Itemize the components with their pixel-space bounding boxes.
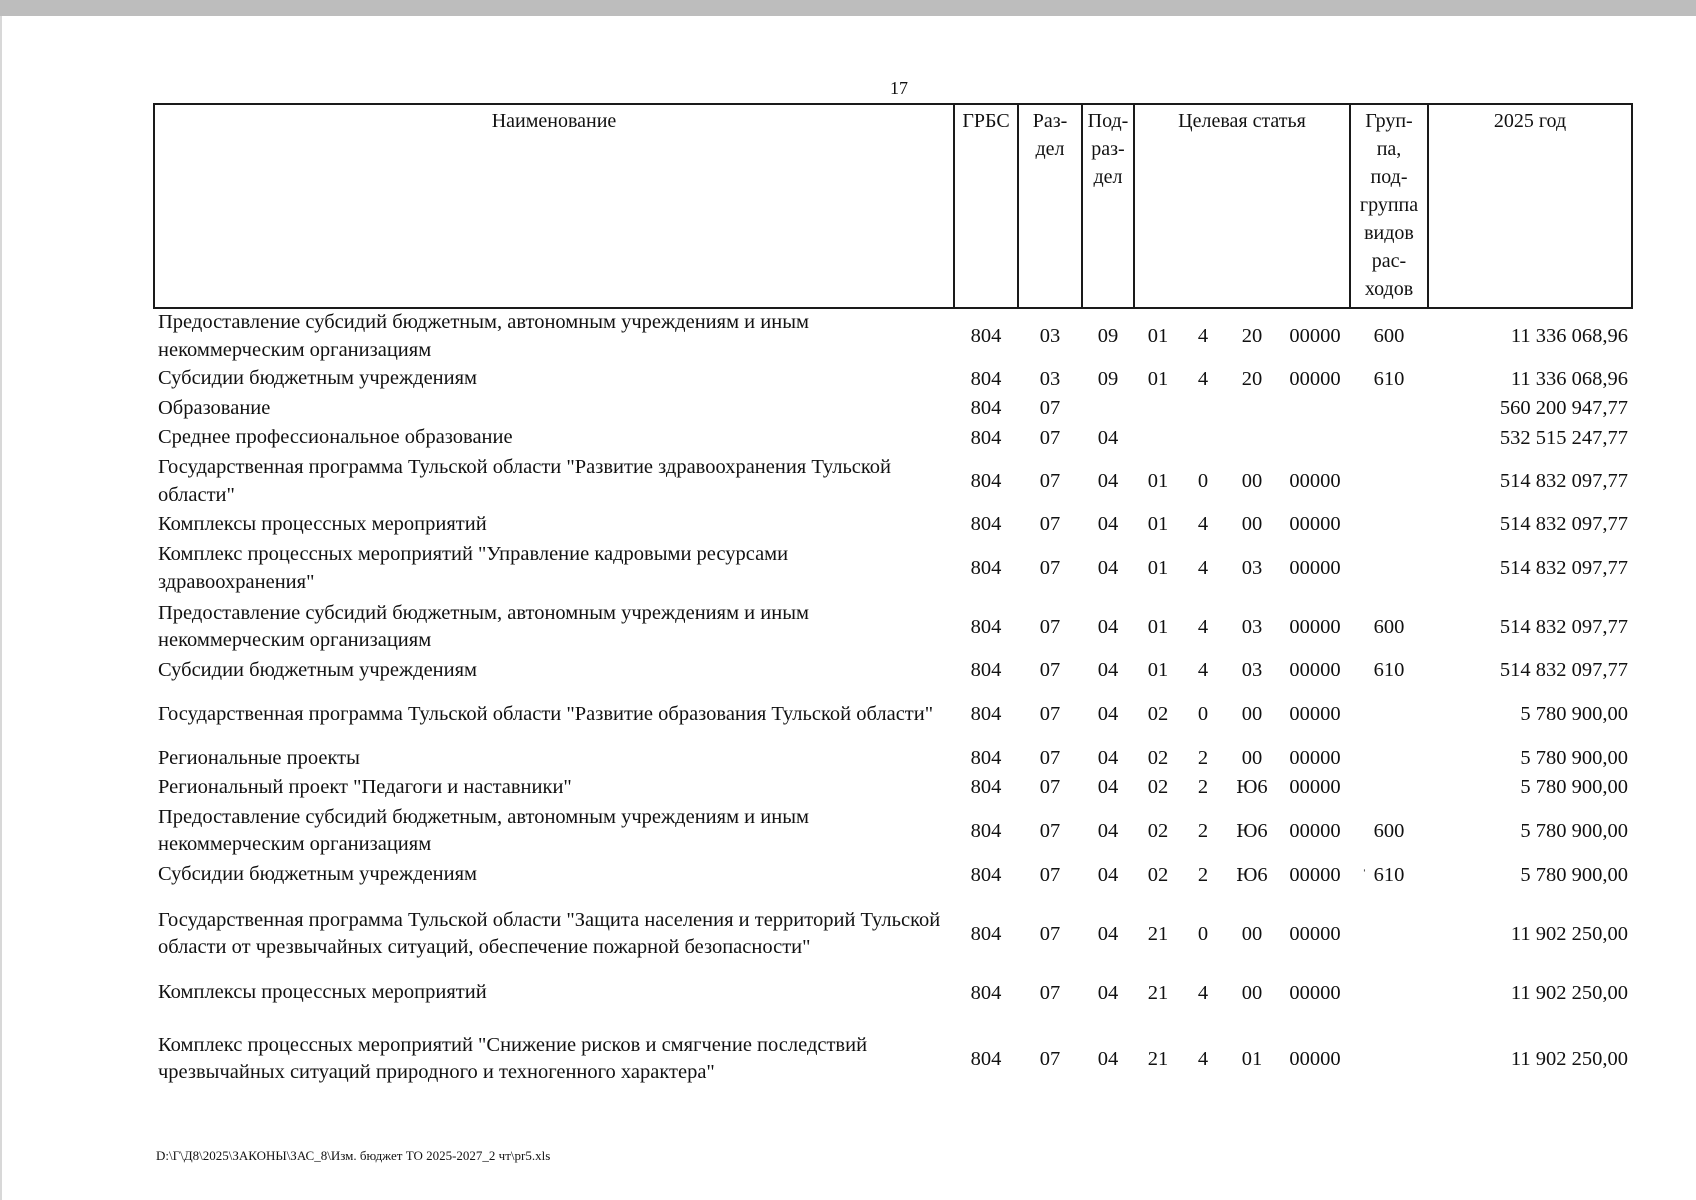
row-razdel: 07 bbox=[1039, 397, 1061, 419]
table-row bbox=[154, 423, 1632, 453]
row-name: Образование bbox=[158, 396, 271, 419]
table-row bbox=[154, 1008, 1632, 1088]
row-podrazdel: 04 bbox=[1097, 819, 1119, 842]
row-grbs: 804 bbox=[970, 325, 1002, 347]
target-article-part: 20 bbox=[1241, 325, 1263, 347]
target-article-part: Ю6 bbox=[1236, 863, 1268, 886]
row-amount: 514 832 097,77 bbox=[1499, 513, 1628, 535]
page-number: 17 bbox=[890, 78, 908, 98]
target-article-part: 00000 bbox=[1289, 557, 1341, 579]
row-amount: 11 336 068,96 bbox=[1510, 367, 1628, 390]
row-amount: 11 902 250,00 bbox=[1510, 981, 1628, 1004]
row-expense-group bbox=[1350, 978, 1428, 1008]
header-name: Наименование bbox=[154, 104, 954, 308]
row-amount: 514 832 097,77 bbox=[1499, 470, 1628, 492]
target-article-part: 0 bbox=[1197, 703, 1209, 725]
row-razdel: 07 bbox=[1039, 1047, 1061, 1070]
row-razdel: 07 bbox=[1039, 513, 1061, 535]
row-podrazdel: 04 bbox=[1097, 470, 1119, 492]
row-expense-group bbox=[1350, 453, 1428, 510]
target-article-part: 00000 bbox=[1289, 1047, 1341, 1070]
target-article-part: 20 bbox=[1241, 367, 1263, 390]
target-article-part: 0 bbox=[1197, 922, 1209, 945]
target-article-part: 4 bbox=[1197, 659, 1209, 681]
row-expense-group: 600 bbox=[1373, 819, 1405, 842]
row-expense-group: 600 bbox=[1373, 615, 1405, 638]
target-article-part: 00 bbox=[1241, 470, 1263, 492]
row-grbs: 804 bbox=[970, 747, 1002, 769]
target-article-part: 00 bbox=[1241, 922, 1263, 945]
row-podrazdel: 09 bbox=[1097, 367, 1119, 390]
row-target-article bbox=[1134, 394, 1350, 423]
header-grbs: ГРБС bbox=[954, 104, 1018, 308]
target-article-part: 01 bbox=[1147, 325, 1169, 347]
table-row bbox=[154, 539, 1632, 598]
row-amount: 514 832 097,77 bbox=[1499, 557, 1628, 579]
target-article-part: 02 bbox=[1147, 747, 1169, 769]
target-article-part: 2 bbox=[1197, 776, 1209, 798]
row-target-article bbox=[1134, 539, 1350, 598]
header-podrazdel: Под- раз- дел bbox=[1082, 104, 1134, 308]
table-row bbox=[154, 773, 1632, 802]
target-article-part: 01 bbox=[1147, 557, 1169, 579]
row-razdel: 07 bbox=[1039, 747, 1061, 769]
target-article-part: 4 bbox=[1197, 557, 1209, 579]
table-row bbox=[154, 453, 1632, 510]
table-row bbox=[154, 802, 1632, 860]
row-target-article bbox=[1134, 978, 1350, 1008]
row-razdel: 07 bbox=[1039, 426, 1061, 449]
target-article-part: 01 bbox=[1147, 615, 1169, 638]
row-name: Комплексы процессных мероприятий bbox=[158, 512, 487, 535]
row-grbs: 804 bbox=[970, 1047, 1002, 1070]
row-grbs: 804 bbox=[970, 659, 1002, 681]
row-grbs: 804 bbox=[970, 513, 1002, 535]
target-article-part: Ю6 bbox=[1236, 819, 1268, 842]
row-grbs: 804 bbox=[970, 557, 1002, 579]
row-expense-group: 610 bbox=[1373, 659, 1405, 681]
row-expense-group bbox=[1350, 510, 1428, 539]
target-article-part: 00000 bbox=[1289, 703, 1341, 725]
row-grbs: 804 bbox=[970, 776, 1002, 798]
row-amount: 532 515 247,77 bbox=[1499, 426, 1628, 449]
row-expense-group bbox=[1350, 394, 1428, 423]
target-article-part: 00000 bbox=[1289, 776, 1341, 798]
target-article-part: 21 bbox=[1147, 922, 1169, 945]
target-article-part: 01 bbox=[1147, 470, 1169, 492]
target-article-part: 00 bbox=[1241, 513, 1263, 535]
table-header-row bbox=[154, 104, 1632, 308]
target-article-part: 4 bbox=[1197, 367, 1209, 390]
row-name: Предоставление субсидий бюджетным, автономным учреждениям и иным некоммерческим организациям bbox=[158, 805, 809, 855]
row-name: Субсидии бюджетным учреждениям bbox=[158, 863, 478, 886]
row-razdel: 07 bbox=[1039, 615, 1061, 638]
row-name: Комплекс процессных мероприятий "Управление кадровыми ресурсами здравоохранения" bbox=[158, 543, 789, 593]
target-article-part: 00 bbox=[1241, 703, 1263, 725]
header-target-article: Целевая статья bbox=[1134, 104, 1350, 308]
table-row bbox=[154, 978, 1632, 1008]
row-podrazdel: 04 bbox=[1097, 703, 1119, 725]
table-row bbox=[154, 598, 1632, 656]
row-grbs: 804 bbox=[970, 470, 1002, 492]
row-target-article bbox=[1134, 860, 1350, 890]
row-amount: 514 832 097,77 bbox=[1499, 659, 1628, 681]
row-razdel: 07 bbox=[1039, 659, 1061, 681]
row-name: Субсидии бюджетным учреждениям bbox=[158, 658, 478, 681]
target-article-part: 01 bbox=[1147, 659, 1169, 681]
table-row bbox=[154, 890, 1632, 978]
row-expense-group bbox=[1350, 890, 1428, 978]
target-article-part: 00000 bbox=[1289, 819, 1341, 842]
row-podrazdel: 04 bbox=[1097, 1047, 1119, 1070]
row-amount: 11 902 250,00 bbox=[1510, 922, 1628, 945]
table-row bbox=[154, 685, 1632, 744]
row-expense-group bbox=[1350, 685, 1428, 744]
target-article-part: 02 bbox=[1147, 703, 1169, 725]
budget-table bbox=[153, 103, 1633, 1088]
row-podrazdel: 04 bbox=[1097, 863, 1119, 886]
target-article-part: 4 bbox=[1197, 981, 1209, 1004]
row-razdel: 07 bbox=[1039, 981, 1061, 1004]
row-amount: 5 780 900,00 bbox=[1520, 819, 1628, 842]
row-podrazdel: 04 bbox=[1097, 513, 1119, 535]
target-article-part: 4 bbox=[1197, 513, 1209, 535]
scan-mark: ˈ bbox=[1362, 868, 1367, 883]
row-grbs: 804 bbox=[970, 615, 1002, 638]
target-article-part: 03 bbox=[1241, 557, 1263, 579]
row-target-article bbox=[1134, 656, 1350, 685]
row-name: Региональный проект "Педагоги и наставники" bbox=[158, 775, 572, 798]
row-target-article bbox=[1134, 685, 1350, 744]
row-razdel: 07 bbox=[1039, 703, 1061, 725]
row-podrazdel: 04 bbox=[1097, 426, 1119, 449]
row-amount: 514 832 097,77 bbox=[1499, 615, 1628, 638]
table-body bbox=[154, 308, 1632, 1088]
row-name: Государственная программа Тульской области "Развитие здравоохранения Тульской области" bbox=[158, 456, 892, 506]
row-razdel: 07 bbox=[1039, 922, 1061, 945]
table-row bbox=[154, 394, 1632, 423]
row-target-article bbox=[1134, 598, 1350, 656]
target-article-part: 00000 bbox=[1289, 615, 1341, 638]
row-expense-group bbox=[1350, 744, 1428, 773]
scan-top-band bbox=[0, 0, 1696, 16]
row-name: Региональные проекты bbox=[158, 746, 360, 769]
row-grbs: 804 bbox=[970, 426, 1002, 449]
target-article-part: 0 bbox=[1197, 470, 1209, 492]
row-target-article bbox=[1134, 802, 1350, 860]
table-row bbox=[154, 308, 1632, 364]
row-razdel: 07 bbox=[1039, 776, 1061, 798]
row-amount: 5 780 900,00 bbox=[1520, 863, 1628, 886]
target-article-part: 02 bbox=[1147, 776, 1169, 798]
target-article-part: 00000 bbox=[1289, 470, 1341, 492]
file-path-footer: D:\Г\Д8\2025\ЗАКОНЫ\ЗАС_8\Изм. бюджет ТО 2025-2027_2 чт\pr5.xls bbox=[156, 1148, 551, 1163]
row-expense-group: 600 bbox=[1373, 325, 1405, 347]
scan-left-edge bbox=[0, 16, 2, 1200]
row-grbs: 804 bbox=[970, 819, 1002, 842]
row-podrazdel: 09 bbox=[1097, 325, 1119, 347]
row-grbs: 804 bbox=[970, 863, 1002, 886]
row-grbs: 804 bbox=[970, 703, 1002, 725]
row-podrazdel bbox=[1082, 394, 1134, 423]
row-target-article bbox=[1134, 453, 1350, 510]
row-expense-group bbox=[1350, 1008, 1428, 1088]
target-article-part: 2 bbox=[1197, 819, 1209, 842]
target-article-part: 4 bbox=[1197, 325, 1209, 347]
target-article-part: 00 bbox=[1241, 981, 1263, 1004]
row-amount: 560 200 947,77 bbox=[1499, 397, 1628, 419]
row-grbs: 804 bbox=[970, 981, 1002, 1004]
row-amount: 5 780 900,00 bbox=[1520, 776, 1628, 798]
target-article-part: 01 bbox=[1147, 513, 1169, 535]
row-target-article bbox=[1134, 773, 1350, 802]
row-name: Комплекс процессных мероприятий "Снижение рисков и смягчение последствий чрезвычайных ситуаций природного и техногенного характера" bbox=[158, 1033, 868, 1083]
header-expense-group: Груп- па, под- группа видов рас- ходов bbox=[1350, 104, 1428, 308]
header-year-2025: 2025 год bbox=[1428, 104, 1632, 308]
row-amount: 5 780 900,00 bbox=[1520, 703, 1628, 725]
row-grbs: 804 bbox=[970, 397, 1002, 419]
row-target-article bbox=[1134, 890, 1350, 978]
row-target-article bbox=[1134, 744, 1350, 773]
row-amount: 5 780 900,00 bbox=[1520, 747, 1628, 769]
header-razdel: Раз- дел bbox=[1018, 104, 1082, 308]
row-target-article bbox=[1134, 510, 1350, 539]
target-article-part: 2 bbox=[1197, 863, 1209, 886]
target-article-part: 00000 bbox=[1289, 863, 1341, 886]
table-row bbox=[154, 860, 1632, 890]
row-target-article bbox=[1134, 308, 1350, 364]
row-grbs: 804 bbox=[970, 367, 1002, 390]
row-expense-group bbox=[1350, 423, 1428, 453]
target-article-part: 00000 bbox=[1289, 659, 1341, 681]
target-article-part: 00000 bbox=[1289, 922, 1341, 945]
row-name: Государственная программа Тульской области "Защита населения и территорий Тульской области от чрезвычайных ситуаций, обеспечение пожарной безопасности" bbox=[158, 908, 941, 958]
row-amount: 11 336 068,96 bbox=[1510, 325, 1628, 347]
row-podrazdel: 04 bbox=[1097, 615, 1119, 638]
row-amount: 11 902 250,00 bbox=[1510, 1047, 1628, 1070]
table-row bbox=[154, 656, 1632, 685]
row-target-article bbox=[1134, 364, 1350, 394]
row-podrazdel: 04 bbox=[1097, 776, 1119, 798]
table-row bbox=[154, 744, 1632, 773]
row-grbs: 804 bbox=[970, 922, 1002, 945]
row-name: Государственная программа Тульской области "Развитие образования Тульской области" bbox=[158, 702, 934, 725]
target-article-part: 00000 bbox=[1289, 981, 1341, 1004]
target-article-part: 03 bbox=[1241, 659, 1263, 681]
row-podrazdel: 04 bbox=[1097, 922, 1119, 945]
row-razdel: 07 bbox=[1039, 557, 1061, 579]
row-razdel: 03 bbox=[1039, 367, 1061, 390]
row-name: Среднее профессиональное образование bbox=[158, 426, 513, 449]
row-expense-group: 610 bbox=[1373, 367, 1405, 390]
row-podrazdel: 04 bbox=[1097, 557, 1119, 579]
target-article-part: 00000 bbox=[1289, 513, 1341, 535]
target-article-part: 4 bbox=[1197, 1047, 1209, 1070]
target-article-part: 00 bbox=[1241, 747, 1263, 769]
target-article-part: 03 bbox=[1241, 615, 1263, 638]
table-row bbox=[154, 510, 1632, 539]
row-target-article bbox=[1134, 1008, 1350, 1088]
row-razdel: 07 bbox=[1039, 819, 1061, 842]
target-article-part: Ю6 bbox=[1236, 776, 1268, 798]
target-article-part: 01 bbox=[1241, 1047, 1263, 1070]
row-expense-group bbox=[1350, 773, 1428, 802]
row-name: Субсидии бюджетным учреждениям bbox=[158, 367, 478, 390]
target-article-part: 00000 bbox=[1289, 367, 1341, 390]
row-target-article bbox=[1134, 423, 1350, 453]
target-article-part: 21 bbox=[1147, 1047, 1169, 1070]
table-row bbox=[154, 364, 1632, 394]
row-name: Предоставление субсидий бюджетным, автономным учреждениям и иным некоммерческим организациям bbox=[158, 311, 809, 361]
row-razdel: 03 bbox=[1039, 325, 1061, 347]
row-expense-group: 610 bbox=[1373, 863, 1405, 886]
target-article-part: 02 bbox=[1147, 819, 1169, 842]
target-article-part: 21 bbox=[1147, 981, 1169, 1004]
row-razdel: 07 bbox=[1039, 863, 1061, 886]
row-podrazdel: 04 bbox=[1097, 747, 1119, 769]
target-article-part: 02 bbox=[1147, 863, 1169, 886]
row-name: Предоставление субсидий бюджетным, автономным учреждениям и иным некоммерческим организациям bbox=[158, 601, 809, 651]
target-article-part: 2 bbox=[1197, 747, 1209, 769]
row-podrazdel: 04 bbox=[1097, 659, 1119, 681]
row-name: Комплексы процессных мероприятий bbox=[158, 981, 487, 1004]
row-expense-group bbox=[1350, 539, 1428, 598]
row-podrazdel: 04 bbox=[1097, 981, 1119, 1004]
target-article-part: 00000 bbox=[1289, 747, 1341, 769]
row-razdel: 07 bbox=[1039, 470, 1061, 492]
target-article-part: 4 bbox=[1197, 615, 1209, 638]
target-article-part: 01 bbox=[1147, 367, 1169, 390]
target-article-part: 00000 bbox=[1289, 325, 1341, 347]
